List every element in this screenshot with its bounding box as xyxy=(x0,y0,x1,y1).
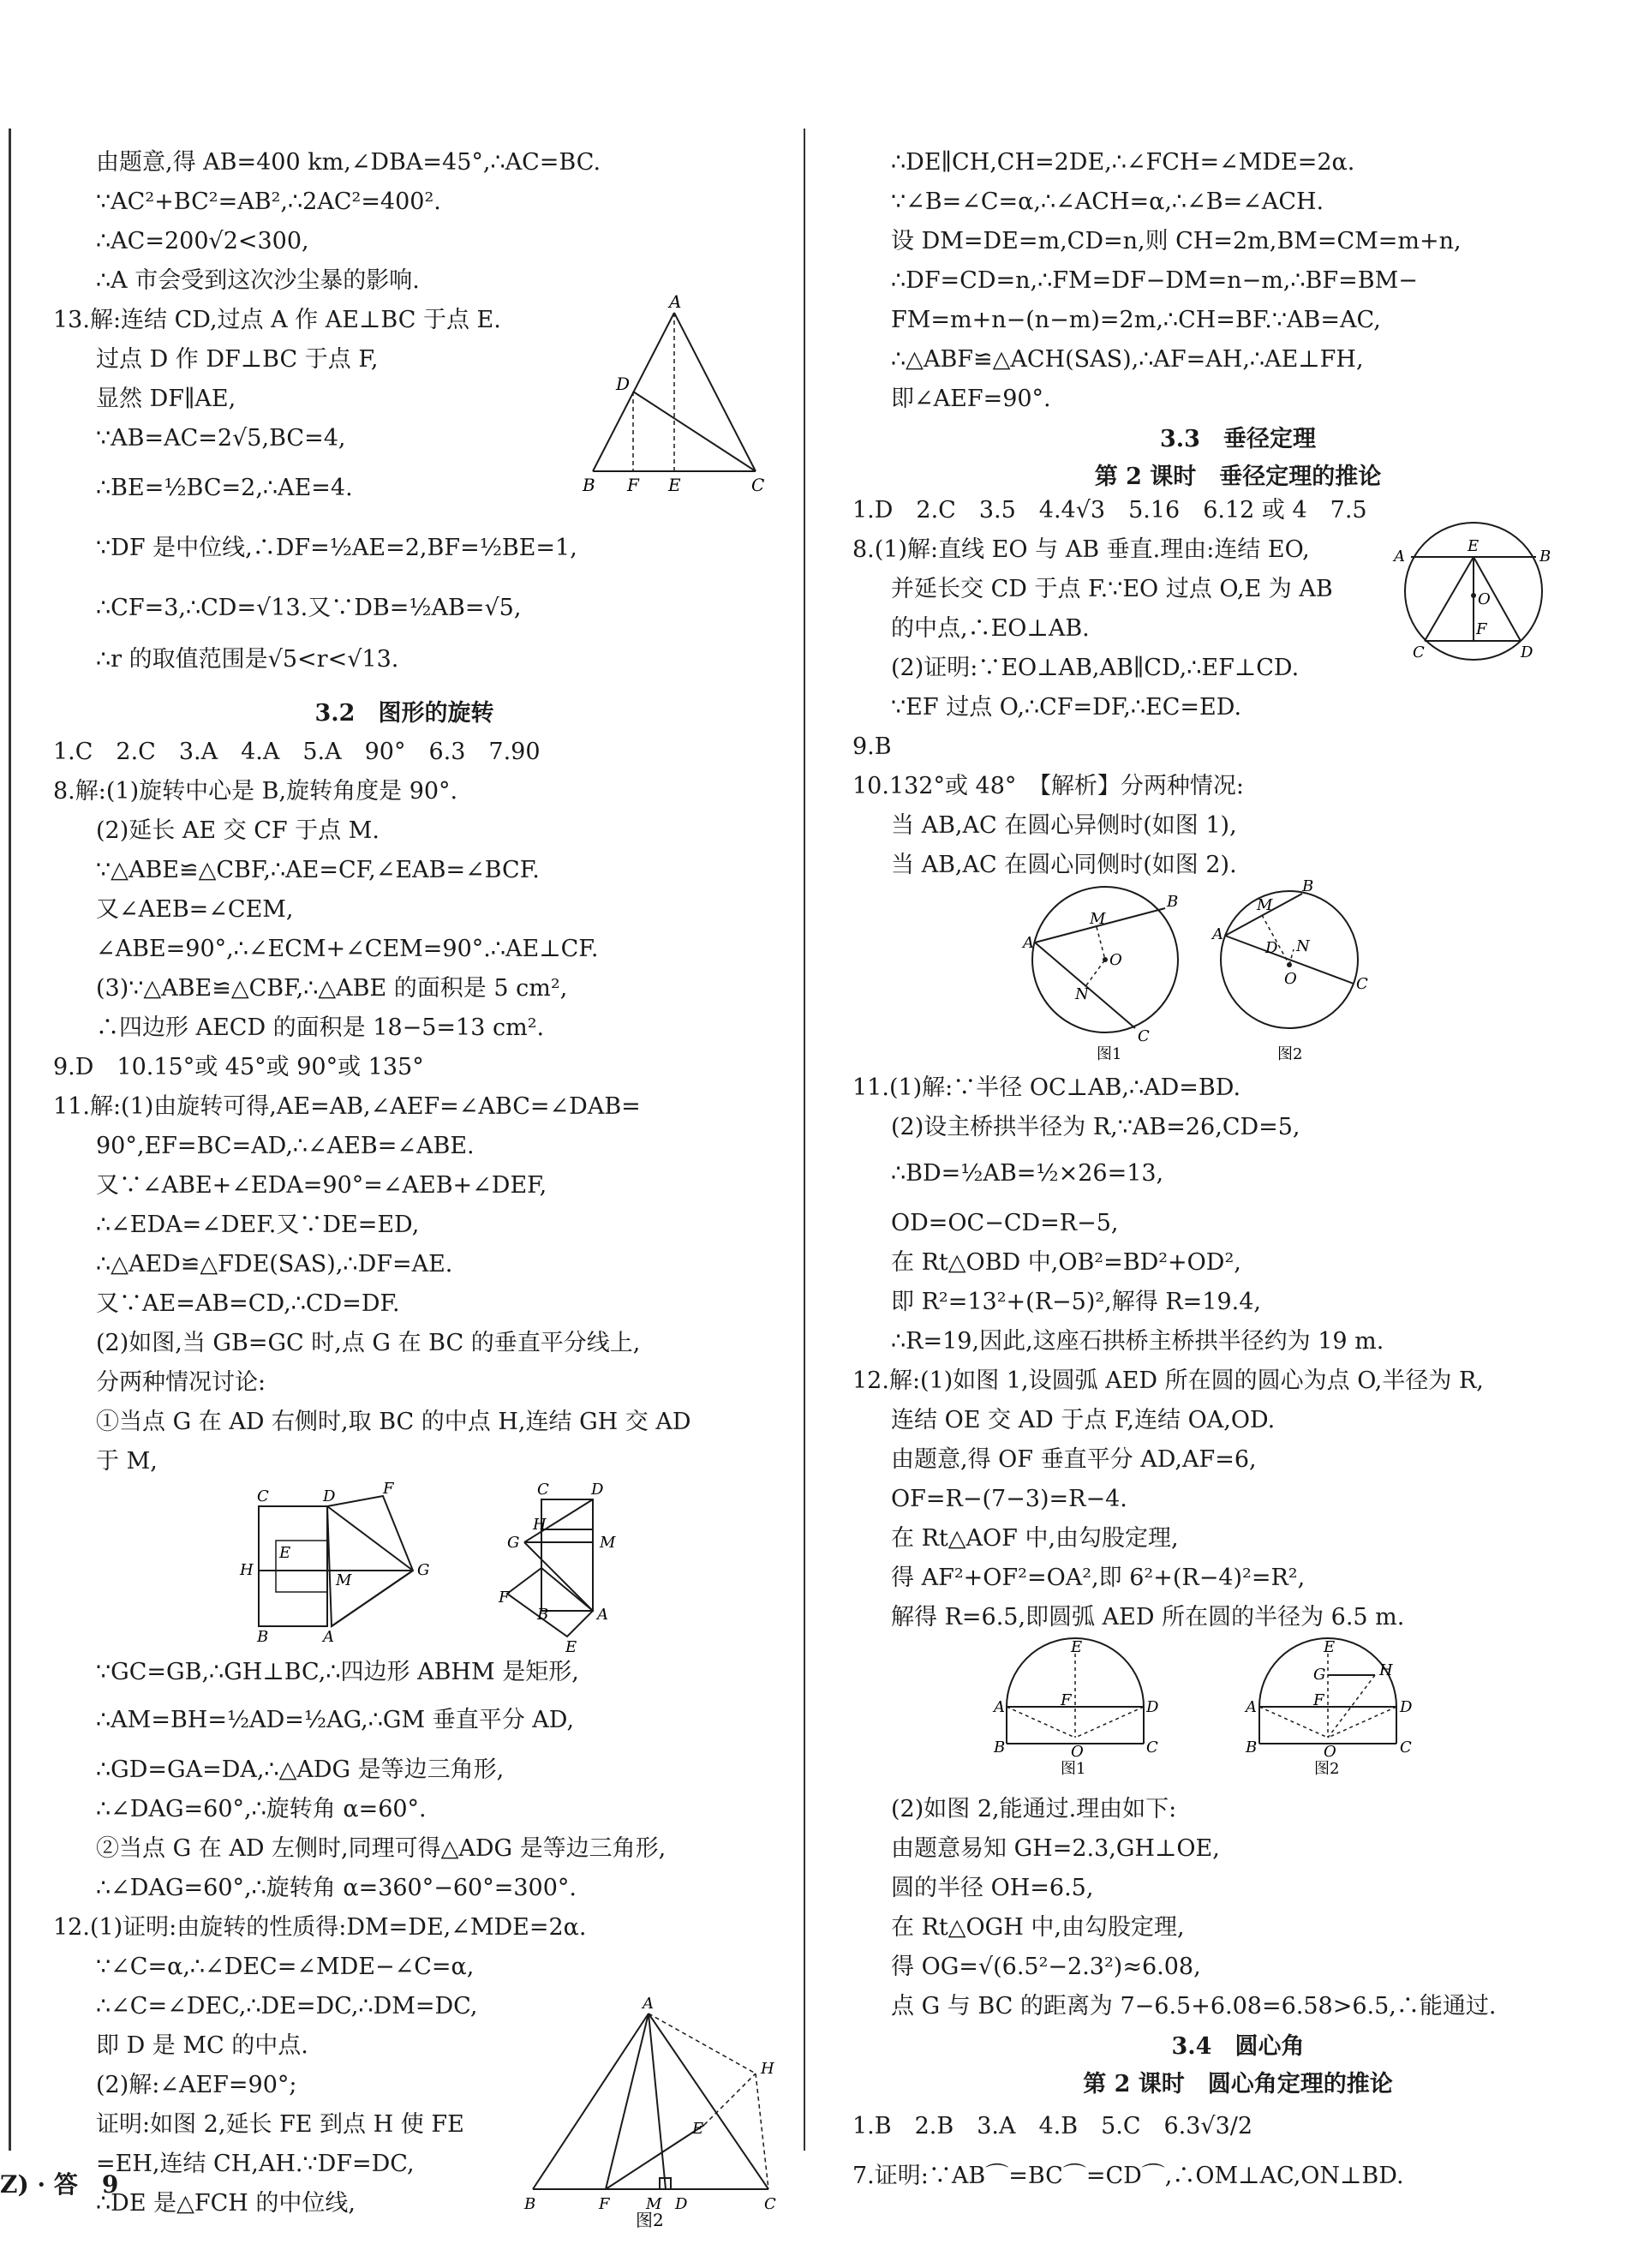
text-line: ∵GC=GB,∴GH⊥BC,∴四边形 ABHM 是矩形, xyxy=(96,1659,579,1685)
svg-text:E: E xyxy=(279,1544,291,1562)
svg-text:E: E xyxy=(1071,1638,1083,1656)
text-line: 又∵AE=AB=CD,∴CD=DF. xyxy=(96,1290,400,1317)
text-line: ∴BE=½BC=2,∴AE=4. xyxy=(96,475,353,501)
text-line: 于 M, xyxy=(96,1448,158,1475)
lesson-title-3-4: 第 2 课时 圆心角定理的推论 xyxy=(1083,2071,1393,2097)
svg-text:A: A xyxy=(643,1995,654,2013)
lesson-title-3-3: 第 2 课时 垂径定理的推论 xyxy=(1094,464,1382,490)
text-line: 在 Rt△OBD 中,OB²=BD²+OD², xyxy=(891,1249,1241,1276)
svg-text:E: E xyxy=(565,1638,577,1656)
svg-text:A: A xyxy=(994,1698,1005,1716)
svg-text:N: N xyxy=(1075,985,1089,1003)
svg-text:D: D xyxy=(323,1487,336,1505)
text-line: ∵DF 是中位线,∴DF=½AE=2,BF=½BE=1, xyxy=(96,535,577,561)
text-line: 在 Rt△AOF 中,由勾股定理, xyxy=(891,1525,1179,1552)
rotation-figure-right xyxy=(224,1480,430,1647)
text-line: ∴AM=BH=½AD=½AG,∴GM 垂直平分 AD, xyxy=(96,1707,575,1733)
text-line: ∵∠C=α,∴∠DEC=∠MDE−∠C=α, xyxy=(96,1954,475,1980)
svg-text:O: O xyxy=(1324,1743,1336,1761)
svg-text:D: D xyxy=(591,1481,604,1499)
svg-text:B: B xyxy=(1539,548,1551,566)
svg-text:B: B xyxy=(1246,1738,1258,1756)
answer-line: 1.B 2.B 3.A 4.B 5.C 6.3√3/2 xyxy=(852,2113,1253,2139)
column-divider xyxy=(804,129,805,2151)
svg-text:A: A xyxy=(1023,934,1034,952)
svg-text:M: M xyxy=(600,1534,616,1552)
text-line: OF=R−(7−3)=R−4. xyxy=(891,1486,1127,1512)
svg-text:E: E xyxy=(1468,537,1480,555)
circle-figure-q10-1 xyxy=(1019,883,1191,1066)
text-line: ∴GD=GA=DA,∴△ADG 是等边三角形, xyxy=(96,1756,505,1783)
text-line: 7.证明:∵AB⌒=BC⌒=CD⌒,∴OM⊥AC,ON⊥BD. xyxy=(852,2163,1404,2189)
svg-text:O: O xyxy=(1478,590,1491,608)
svg-text:E: E xyxy=(668,475,681,495)
svg-text:D: D xyxy=(616,374,631,394)
svg-text:D: D xyxy=(1400,1698,1413,1716)
text-line: ∵AB=AC=2√5,BC=4, xyxy=(96,425,346,452)
text-line: 当 AB,AC 在圆心同侧时(如图 2). xyxy=(891,852,1237,878)
text-line: FM=m+n−(n−m)=2m,∴CH=BF.∵AB=AC, xyxy=(891,307,1381,333)
text-line: 又∵∠ABE+∠EDA=90°=∠AEB+∠DEF, xyxy=(96,1172,547,1199)
text-line: (2)延长 AE 交 CF 于点 M. xyxy=(96,817,380,844)
svg-text:D: D xyxy=(1146,1698,1159,1716)
svg-text:D: D xyxy=(1265,939,1278,957)
text-line: ①当点 G 在 AD 右侧时,取 BC 的中点 H,连结 GH 交 AD xyxy=(96,1409,691,1435)
svg-text:O: O xyxy=(1284,970,1297,988)
svg-text:M: M xyxy=(1090,910,1106,928)
text-line: ∴DE∥CH,CH=2DE,∴∠FCH=∠MDE=2α. xyxy=(891,149,1355,176)
svg-text:M: M xyxy=(1257,896,1273,914)
text-line: OD=OC−CD=R−5, xyxy=(891,1210,1119,1236)
svg-text:A: A xyxy=(669,291,682,312)
section-title-3-2: 3.2 图形的旋转 xyxy=(314,700,494,727)
svg-text:C: C xyxy=(1400,1738,1412,1756)
text-line: ∵AC²+BC²=AB²,∴2AC²=400². xyxy=(96,189,441,215)
text-line: 13.解:连结 CD,过点 A 作 AE⊥BC 于点 E. xyxy=(53,307,501,333)
text-line: (3)∵△ABE≌△CBF,∴△ABE 的面积是 5 cm², xyxy=(96,975,568,1002)
svg-text:E: E xyxy=(1324,1638,1336,1656)
text-line: 连结 OE 交 AD 于点 F,连结 OA,OD. xyxy=(891,1407,1276,1433)
text-line: ∴四边形 AECD 的面积是 18−5=13 cm². xyxy=(96,1014,545,1041)
svg-text:M: M xyxy=(646,2195,662,2213)
text-line: ∠ABE=90°,∴∠ECM+∠CEM=90°.∴AE⊥CF. xyxy=(96,936,599,962)
svg-text:图2: 图2 xyxy=(1314,1760,1340,1778)
circle-figure-q10-2 xyxy=(1212,877,1384,1066)
text-line: 在 Rt△OGH 中,由勾股定理, xyxy=(891,1914,1185,1941)
rotation-figure-left xyxy=(499,1482,653,1657)
svg-text:B: B xyxy=(1302,877,1314,895)
text-line: =EH,连结 CH,AH.∵DF=DC, xyxy=(96,2151,415,2177)
text-line: 显然 DF∥AE, xyxy=(96,386,236,412)
text-line: 8.解:(1)旋转中心是 B,旋转角度是 90°. xyxy=(53,778,458,805)
text-line: 11.解:(1)由旋转可得,AE=AB,∠AEF=∠ABC=∠DAB= xyxy=(53,1093,641,1120)
svg-text:E: E xyxy=(692,2120,704,2138)
text-line: ∴△ABF≌△ACH(SAS),∴AF=AH,∴AE⊥FH, xyxy=(891,346,1364,373)
text-line: 得 OG=√(6.5²−2.3²)≈6.08, xyxy=(891,1954,1201,1980)
text-line: 由题意,得 OF 垂直平分 AD,AF=6, xyxy=(891,1446,1257,1473)
svg-text:G: G xyxy=(1313,1666,1326,1684)
svg-text:F: F xyxy=(1313,1691,1324,1709)
text-line: 过点 D 作 DF⊥BC 于点 F, xyxy=(96,346,379,373)
svg-text:A: A xyxy=(323,1628,334,1646)
svg-text:G: G xyxy=(507,1534,520,1552)
svg-text:C: C xyxy=(1356,975,1368,993)
text-line: ∴CF=3,∴CD=√13.又∵DB=½AB=√5, xyxy=(96,595,522,621)
text-line: ∵∠B=∠C=α,∴∠ACH=α,∴∠B=∠ACH. xyxy=(891,189,1324,215)
figure-caption: 图2 xyxy=(636,2210,664,2230)
svg-text:G: G xyxy=(417,1561,430,1579)
answer-line: 1.D 2.C 3.5 4.4√3 5.16 6.12 或 4 7.5 xyxy=(852,497,1367,524)
svg-text:C: C xyxy=(1138,1027,1150,1045)
text-line: ∴∠DAG=60°,∴旋转角 α=360°−60°=300°. xyxy=(96,1875,577,1901)
section-title-3-4: 3.4 圆心角 xyxy=(1171,2033,1305,2060)
svg-text:F: F xyxy=(627,475,639,495)
svg-text:A: A xyxy=(1246,1698,1257,1716)
text-line: 11.(1)解:∵半径 OC⊥AB,∴AD=BD. xyxy=(852,1074,1241,1101)
svg-text:B: B xyxy=(257,1628,269,1646)
text-line: ∴∠C=∠DEC,∴DE=DC,∴DM=DC, xyxy=(96,1993,478,2020)
text-line: 的中点,∴EO⊥AB. xyxy=(891,615,1090,642)
text-line: ∴△AED≌△FDE(SAS),∴DF=AE. xyxy=(96,1251,453,1278)
text-line: 并延长交 CD 于点 F.∵EO 过点 O,E 为 AB xyxy=(891,576,1333,602)
text-line: ∴R=19,因此,这座石拱桥主桥拱半径约为 19 m. xyxy=(891,1328,1384,1355)
svg-text:B: B xyxy=(994,1738,1006,1756)
left-margin-bar xyxy=(9,129,11,2151)
triangle-figure-q13 xyxy=(580,291,777,500)
text-line: 10.132°或 48° 【解析】分两种情况: xyxy=(852,773,1245,799)
svg-text:F: F xyxy=(1061,1691,1072,1709)
arch-figure-1 xyxy=(994,1638,1159,1778)
svg-text:H: H xyxy=(533,1516,547,1534)
text-line: 12.(1)证明:由旋转的性质得:DM=DE,∠MDE=2α. xyxy=(53,1914,587,1941)
text-line: 设 DM=DE=m,CD=n,则 CH=2m,BM=CM=m+n, xyxy=(891,228,1462,254)
text-line: ∴∠EDA=∠DEF.又∵DE=ED, xyxy=(96,1212,420,1238)
text-line: 90°,EF=BC=AD,∴∠AEB=∠ABE. xyxy=(96,1133,475,1159)
text-line: 由题意,得 AB=400 km,∠DBA=45°,∴AC=BC. xyxy=(96,149,601,176)
text-line: ∵△ABE≌△CBF,∴AE=CF,∠EAB=∠BCF. xyxy=(96,857,540,883)
text-line: 12.解:(1)如图 1,设圆弧 AED 所在圆的圆心为点 O,半径为 R, xyxy=(852,1367,1484,1394)
svg-text:F: F xyxy=(499,1589,510,1607)
text-line: (2)解:∠AEF=90°; xyxy=(96,2072,297,2098)
svg-text:B: B xyxy=(537,1606,549,1624)
svg-text:C: C xyxy=(257,1487,269,1505)
text-line: 即 R²=13²+(R−5)²,解得 R=19.4, xyxy=(891,1289,1261,1315)
page-footer: Z) · 答 9 xyxy=(0,2170,119,2199)
text-line: ②当点 G 在 AD 左侧时,同理可得△ADG 是等边三角形, xyxy=(96,1835,667,1862)
text-line: ∴A 市会受到这次沙尘暴的影响. xyxy=(96,267,420,294)
text-line: 解得 R=6.5,即圆弧 AED 所在圆的半径为 6.5 m. xyxy=(891,1604,1405,1631)
text-line: 即 D 是 MC 的中点. xyxy=(96,2032,308,2059)
svg-text:C: C xyxy=(751,475,765,495)
text-line: 又∠AEB=∠CEM, xyxy=(96,896,294,923)
arch-figure-2 xyxy=(1242,1638,1414,1778)
svg-text:D: D xyxy=(675,2195,688,2213)
figure-caption: 图1 xyxy=(1097,1045,1122,1063)
text-line: 得 AF²+OF²=OA²,即 6²+(R−4)²=R², xyxy=(891,1565,1306,1591)
text-line: ∴∠DAG=60°,∴旋转角 α=60°. xyxy=(96,1796,427,1822)
text-line: ∴BD=½AB=½×26=13, xyxy=(891,1160,1164,1187)
text-line: (2)如图,当 GB=GC 时,点 G 在 BC 的垂直平分线上, xyxy=(96,1330,641,1356)
answer-line: 1.C 2.C 3.A 4.A 5.A 90° 6.3 7.90 xyxy=(53,739,541,765)
text-line: ∴DE 是△FCH 的中位线, xyxy=(96,2190,356,2217)
svg-text:图1: 图1 xyxy=(1061,1760,1086,1778)
svg-text:F: F xyxy=(599,2195,610,2213)
section-title-3-3: 3.3 垂径定理 xyxy=(1160,426,1316,452)
text-line: ∴r 的取值范围是√5<r<√13. xyxy=(96,646,399,673)
triangle-figure-q12 xyxy=(524,1996,790,2231)
svg-text:H: H xyxy=(761,2060,774,2078)
svg-text:H: H xyxy=(240,1561,254,1579)
svg-text:C: C xyxy=(764,2195,776,2213)
text-line: 由题意易知 GH=2.3,GH⊥OE, xyxy=(891,1835,1220,1862)
text-line: 分两种情况讨论: xyxy=(96,1369,266,1396)
text-line: (2)设主桥拱半径为 R,∵AB=26,CD=5, xyxy=(891,1114,1300,1140)
svg-text:D: D xyxy=(1521,643,1533,661)
text-line: 9.D 10.15°或 45°或 90°或 135° xyxy=(53,1054,424,1080)
figure-caption: 图2 xyxy=(1277,1045,1303,1063)
text-line: ∴AC=200√2<300, xyxy=(96,228,309,254)
svg-text:A: A xyxy=(597,1606,608,1624)
svg-text:B: B xyxy=(583,475,595,495)
svg-text:C: C xyxy=(1413,643,1425,661)
svg-text:N: N xyxy=(1296,937,1310,955)
svg-text:O: O xyxy=(1109,951,1122,969)
text-line: 即∠AEF=90°. xyxy=(891,386,1051,412)
text-line: 圆的半径 OH=6.5, xyxy=(891,1875,1094,1901)
svg-text:C: C xyxy=(537,1481,549,1499)
text-line: 当 AB,AC 在圆心异侧时(如图 1), xyxy=(891,812,1237,839)
svg-text:A: A xyxy=(1212,925,1223,943)
text-line: 证明:如图 2,延长 FE 到点 H 使 FE xyxy=(96,2111,464,2138)
svg-text:F: F xyxy=(383,1480,394,1498)
svg-text:B: B xyxy=(1167,893,1179,911)
svg-text:C: C xyxy=(1146,1738,1158,1756)
text-line: ∵EF 过点 O,∴CF=DF,∴EC=ED. xyxy=(891,694,1242,721)
text-line: 8.(1)解:直线 EO 与 AB 垂直.理由:连结 EO, xyxy=(852,536,1310,563)
text-line: (2)如图 2,能通过.理由如下: xyxy=(891,1796,1177,1822)
svg-text:O: O xyxy=(1071,1743,1084,1761)
text-line: (2)证明:∵EO⊥AB,AB∥CD,∴EF⊥CD. xyxy=(891,655,1300,681)
svg-text:B: B xyxy=(524,2195,536,2213)
text-line: 点 G 与 BC 的距离为 7−6.5+6.08=6.58>6.5,∴能通过. xyxy=(891,1993,1497,2020)
svg-text:M: M xyxy=(336,1571,352,1589)
svg-text:F: F xyxy=(1476,620,1487,638)
circle-figure-q8 xyxy=(1392,518,1555,676)
svg-text:A: A xyxy=(1394,548,1405,566)
text-line: ∴DF=CD=n,∴FM=DF−DM=n−m,∴BF=BM− xyxy=(891,267,1418,294)
svg-text:H: H xyxy=(1379,1661,1393,1679)
text-line: 9.B xyxy=(852,733,892,760)
